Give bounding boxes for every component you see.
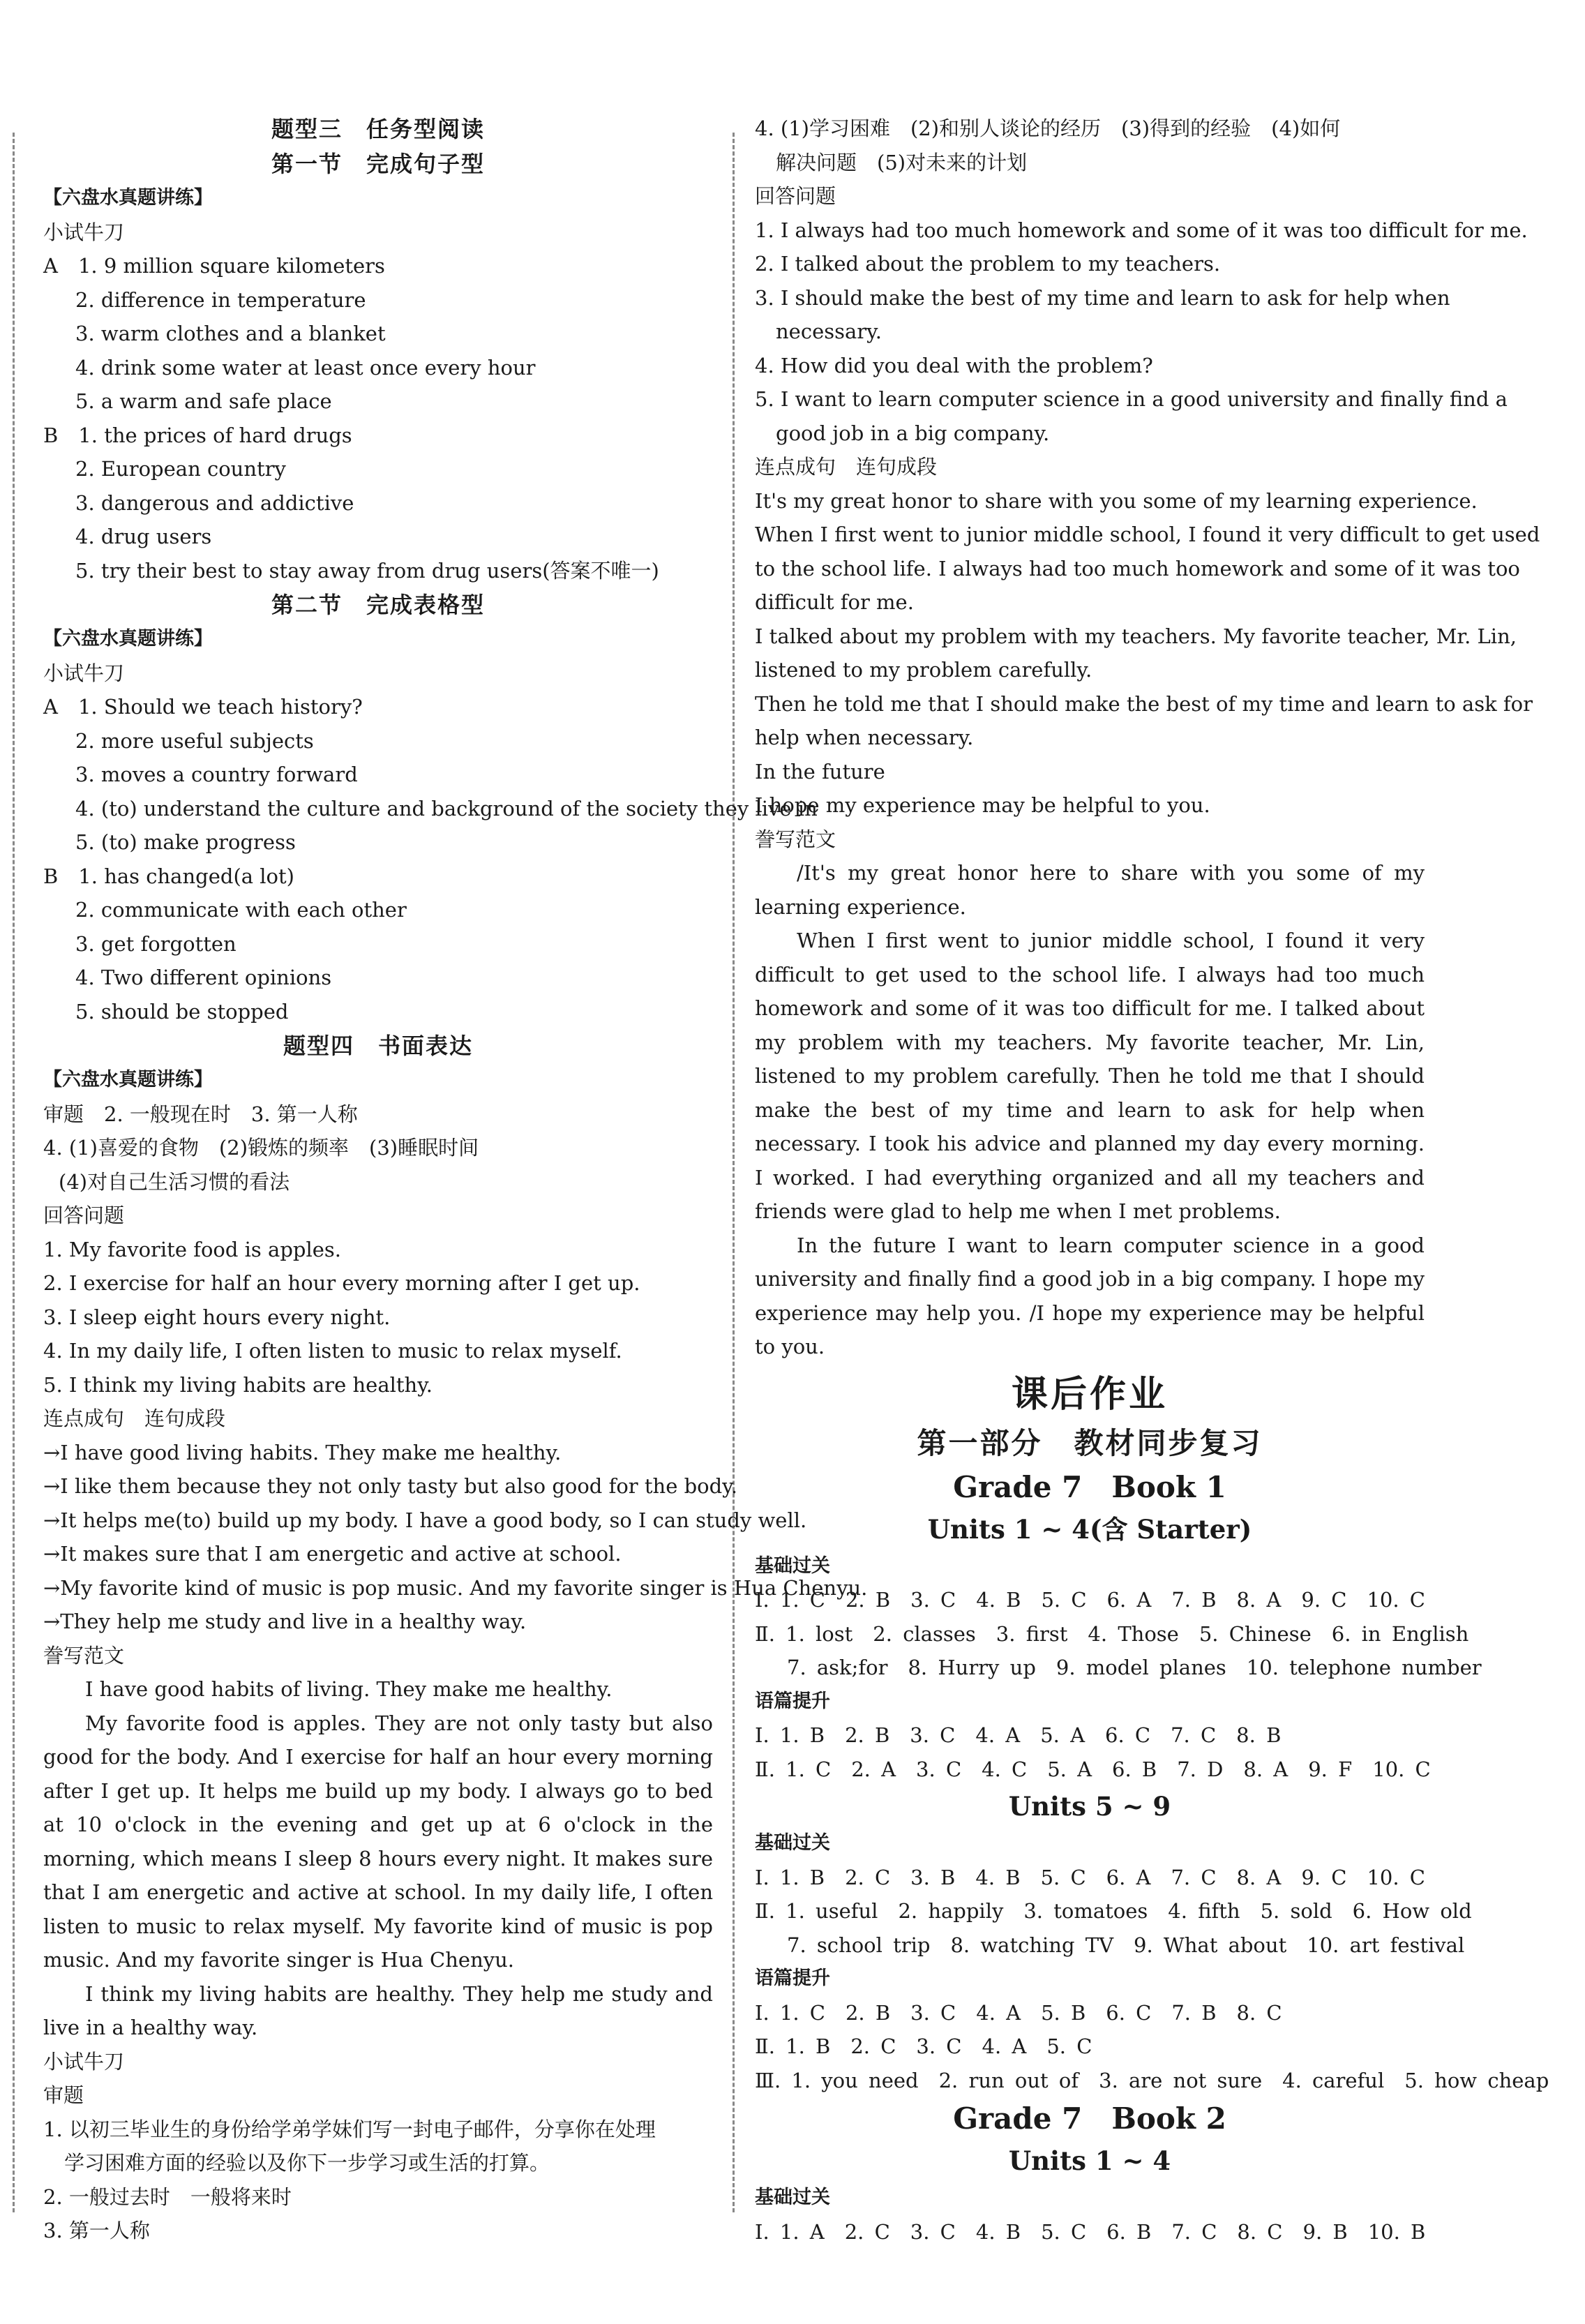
section-heading: 第一节 完成句子型 bbox=[271, 151, 485, 177]
left-tail-lines bbox=[43, 2045, 713, 2248]
continued-line: 解决问题 (5)对未来的计划 bbox=[776, 150, 1028, 174]
text-line: 4. (1)学习困难 (2)和别人谈论的经历 (3)得到的经验 (4)如何 bbox=[755, 117, 1341, 140]
answer-line: Ⅱ. 1. lost 2. classes 3. first 4. Those 5. Chinese 6. in English bbox=[755, 1621, 1469, 1646]
text-line: listened to my problem carefully. bbox=[755, 658, 1092, 682]
text-line: A 1. Should we teach history? bbox=[43, 695, 363, 719]
text-line: I talked about my problem with my teachers. My favorite teacher, Mr. Lin, bbox=[755, 624, 1517, 648]
essay-paragraph: I have good habits of living. They make me healthy. bbox=[85, 1677, 613, 1701]
section-label: 基础过关 bbox=[755, 1554, 830, 1577]
answer-line: 7. school trip 8. watching TV 9. What about 10. art festival bbox=[787, 1933, 1465, 1957]
answer-line: Ⅰ. 1. C 2. B 3. C 4. B 5. C 6. A 7. B 8. A 9. C 10. C bbox=[755, 1588, 1425, 1612]
exercise-label: 【六盘水真题讲练】 bbox=[43, 628, 213, 650]
text-line: →I have good living habits. They make me healthy. bbox=[43, 1440, 562, 1464]
homework-title: 课后作业 bbox=[1011, 1373, 1168, 1416]
text-line: 誊写范文 bbox=[43, 1643, 125, 1667]
answer-item: 2. more useful subjects bbox=[75, 728, 314, 753]
answer-item: 3. warm clothes and a blanket bbox=[75, 322, 386, 345]
text-line: 2. I exercise for half an hour every morning after I get up. bbox=[43, 1271, 640, 1295]
continued-line: necessary. bbox=[776, 320, 882, 343]
text-line: 小试牛刀 bbox=[43, 2049, 125, 2074]
right-model-essay bbox=[755, 856, 1425, 1364]
answer-line: Ⅲ. 1. you need 2. run out of 3. are not sure 4. careful 5. how cheap bbox=[755, 2068, 1549, 2092]
text-line: 小试牛刀 bbox=[43, 661, 125, 685]
answer-line: Ⅰ. 1. B 2. C 3. B 4. B 5. C 6. A 7. C 8. A 9. C 10. C bbox=[755, 1865, 1425, 1889]
part-title: 第一部分 教材同步复习 bbox=[917, 1425, 1263, 1460]
continued-line: (4)对自己生活习惯的看法 bbox=[59, 1169, 290, 1194]
text-line: A 1. 9 million square kilometers bbox=[43, 254, 385, 278]
text-line: I hope my experience may be helpful to you. bbox=[755, 793, 1210, 817]
answer-item: 4. drink some water at least once every hour bbox=[75, 355, 536, 380]
answer-item: 5. try their best to stay away from drug users(答案不唯一) bbox=[75, 558, 659, 583]
answer-item: 4. Two different opinions bbox=[75, 966, 332, 989]
essay-paragraph: I think my living habits are healthy. They help me study and live in a healthy way. bbox=[43, 1981, 713, 2039]
text-line: 5. I want to learn computer science in a good university and finally find a bbox=[755, 387, 1508, 411]
text-line: 5. I think my living habits are healthy. bbox=[43, 1372, 433, 1397]
text-line: B 1. has changed(a lot) bbox=[43, 864, 294, 888]
text-line: It's my great honor to share with you some of my learning experience. bbox=[755, 488, 1478, 513]
text-line: to the school life. I always had too much homework and some of it was too bbox=[755, 556, 1520, 580]
text-line: →They help me study and live in a healthy way. bbox=[43, 1610, 527, 1633]
answer-item: 3. get forgotten bbox=[75, 931, 236, 956]
answer-line: Ⅰ. 1. C 2. B 3. C 4. A 5. B 6. C 7. B 8. C bbox=[755, 2000, 1282, 2025]
answer-item: 3. moves a country forward bbox=[75, 763, 358, 786]
answer-item: 2. communicate with each other bbox=[75, 898, 407, 922]
text-line: 小试牛刀 bbox=[43, 220, 125, 244]
text-line: 审题 2. 一般现在时 3. 第一人称 bbox=[43, 1102, 358, 1126]
answer-item: 4. drug users bbox=[75, 525, 212, 548]
section-heading: 题型四 书面表达 bbox=[283, 1033, 473, 1059]
right-column bbox=[755, 112, 1549, 2249]
grade-heading: Grade 7 Book 2 bbox=[953, 2101, 1226, 2136]
section-label: 语篇提升 bbox=[755, 1967, 830, 1989]
text-line: →It makes sure that I am energetic and active at school. bbox=[43, 1542, 622, 1566]
left-model-essay bbox=[43, 1672, 713, 2045]
text-line: 3. 第一人称 bbox=[43, 2219, 150, 2242]
text-line: 审题 bbox=[43, 2083, 84, 2107]
continued-line: good job in a big company. bbox=[776, 421, 1050, 445]
exercise-label: 【六盘水真题讲练】 bbox=[43, 187, 213, 209]
text-line: 誊写范文 bbox=[755, 827, 836, 851]
right-lines bbox=[755, 112, 1540, 856]
units-heading: Units 1 ~ 4 bbox=[1008, 2145, 1171, 2176]
answer-line: 7. ask;for 8. Hurry up 9. model planes 10. telephone number bbox=[787, 1656, 1482, 1679]
section-label: 基础过关 bbox=[755, 1832, 830, 1854]
answer-item: 2. European country bbox=[75, 457, 286, 481]
answer-item: 3. dangerous and addictive bbox=[75, 490, 354, 515]
answer-item: 2. difference in temperature bbox=[75, 287, 366, 312]
text-line: 1. 以初三毕业生的身份给学弟学妹们写一封电子邮件，分享你在处理 bbox=[43, 2117, 656, 2141]
text-line: When I first went to junior middle school, I found it very difficult to get used bbox=[755, 523, 1540, 546]
left-margin-rule bbox=[13, 133, 15, 2212]
answer-item: 5. (to) make progress bbox=[75, 830, 296, 854]
text-line: 1. My favorite food is apples. bbox=[43, 1237, 341, 1261]
text-line: 2. 一般过去时 一般将来时 bbox=[43, 2184, 292, 2209]
answer-line: Ⅱ. 1. B 2. C 3. C 4. A 5. C bbox=[755, 2034, 1092, 2058]
text-line: 连点成句 连句成段 bbox=[43, 1407, 226, 1430]
grade-heading: Grade 7 Book 1 bbox=[953, 1469, 1226, 1504]
essay-paragraph: When I first went to junior middle school, I found it very difficult to get used to the school life. I always had too much homework and some of it was too difficult for me. I talked about my problem with my teachers. My favorite teacher, Mr. Lin, listened to my problem carefully. Then he told me that I should make the best of my time and learn to ask for help when necessary. I took his advice and planned my day every morning. I worked. I had everything organized and all my teachers and friends were glad to help me when I met problems. bbox=[755, 929, 1425, 1223]
answer-line: Ⅱ. 1. useful 2. happily 3. tomatoes 4. fifth 5. sold 6. How old bbox=[755, 1899, 1472, 1923]
text-line: →My favorite kind of music is pop music. And my favorite singer is Hua Chenyu. bbox=[43, 1575, 868, 1600]
continued-line: 学习困难方面的经验以及你下一步学习或生活的打算。 bbox=[64, 2151, 550, 2175]
answer-item: 5. a warm and safe place bbox=[75, 389, 332, 413]
exercise-label: 【六盘水真题讲练】 bbox=[43, 1069, 213, 1090]
text-line: B 1. the prices of hard drugs bbox=[43, 423, 352, 447]
answer-line: Ⅰ. 1. B 2. B 3. C 4. A 5. A 6. C 7. C 8. B bbox=[755, 1723, 1282, 1747]
text-line: Then he told me that I should make the best of my time and learn to ask for bbox=[755, 691, 1533, 716]
units-heading: Units 5 ~ 9 bbox=[1008, 1791, 1171, 1822]
text-line: →I like them because they not only tasty but also good for the body. bbox=[43, 1474, 737, 1498]
essay-paragraph: In the future I want to learn computer science in a good university and finally find a good job in a big company. I hope my experience may help you. /I hope my experience may be helpful to you. bbox=[755, 1233, 1425, 1358]
text-line: 3. I should make the best of my time and learn to ask for help when bbox=[755, 285, 1450, 310]
units-heading: Units 1 ~ 4(含 Starter) bbox=[927, 1513, 1252, 1545]
section-label: 基础过关 bbox=[755, 2187, 830, 2208]
text-line: 回答问题 bbox=[43, 1204, 125, 1227]
section-label: 语篇提升 bbox=[755, 1690, 830, 1712]
essay-paragraph: /It's my great honor here to share with you some of my learning experience. bbox=[755, 861, 1425, 919]
answer-item: 5. should be stopped bbox=[75, 999, 289, 1024]
text-line: 4. In my daily life, I often listen to music to relax myself. bbox=[43, 1339, 622, 1363]
answer-item: 4. (to) understand the culture and background of the society they live in bbox=[75, 796, 818, 820]
text-line: 4. (1)喜爱的食物 (2)锻炼的频率 (3)睡眠时间 bbox=[43, 1136, 479, 1160]
text-line: 2. I talked about the problem to my teachers. bbox=[755, 252, 1221, 276]
text-line: →It helps me(to) build up my body. I have a good body, so I can study well. bbox=[43, 1508, 807, 1532]
section-heading: 题型三 任务型阅读 bbox=[271, 116, 485, 142]
essay-paragraph: My favorite food is apples. They are not only tasty but also good for the body. And I exercise for half an hour every morning after I get up. It helps me build up my body. I always go to bed at 10 o'clock in the evening and get up at 6 o'clock in the morning, which means I sleep 8 hours every night. It makes sure that I am energetic and active at school. In my daily life, I often listen to music to relax myself. My favorite kind of music is pop music. And my favorite singer is Hua Chenyu. bbox=[43, 1711, 713, 1972]
text-line: 1. I always had too much homework and some of it was too difficult for me. bbox=[755, 218, 1528, 242]
column-divider bbox=[733, 133, 735, 2212]
text-line: 回答问题 bbox=[755, 184, 836, 208]
text-line: 连点成句 连句成段 bbox=[755, 455, 938, 479]
section-heading: 第二节 完成表格型 bbox=[271, 592, 485, 618]
text-line: 4. How did you deal with the problem? bbox=[755, 353, 1153, 377]
answer-line: Ⅰ. 1. A 2. C 3. C 4. B 5. C 6. B 7. C 8. C 9. B 10. B bbox=[755, 2219, 1426, 2244]
answer-line: Ⅱ. 1. C 2. A 3. C 4. C 5. A 6. B 7. D 8. A 9. F 10. C bbox=[755, 1757, 1431, 1781]
text-line: 3. I sleep eight hours every night. bbox=[43, 1305, 391, 1329]
text-line: difficult for me. bbox=[755, 590, 914, 614]
text-line: In the future bbox=[755, 759, 885, 784]
text-line: help when necessary. bbox=[755, 726, 974, 749]
